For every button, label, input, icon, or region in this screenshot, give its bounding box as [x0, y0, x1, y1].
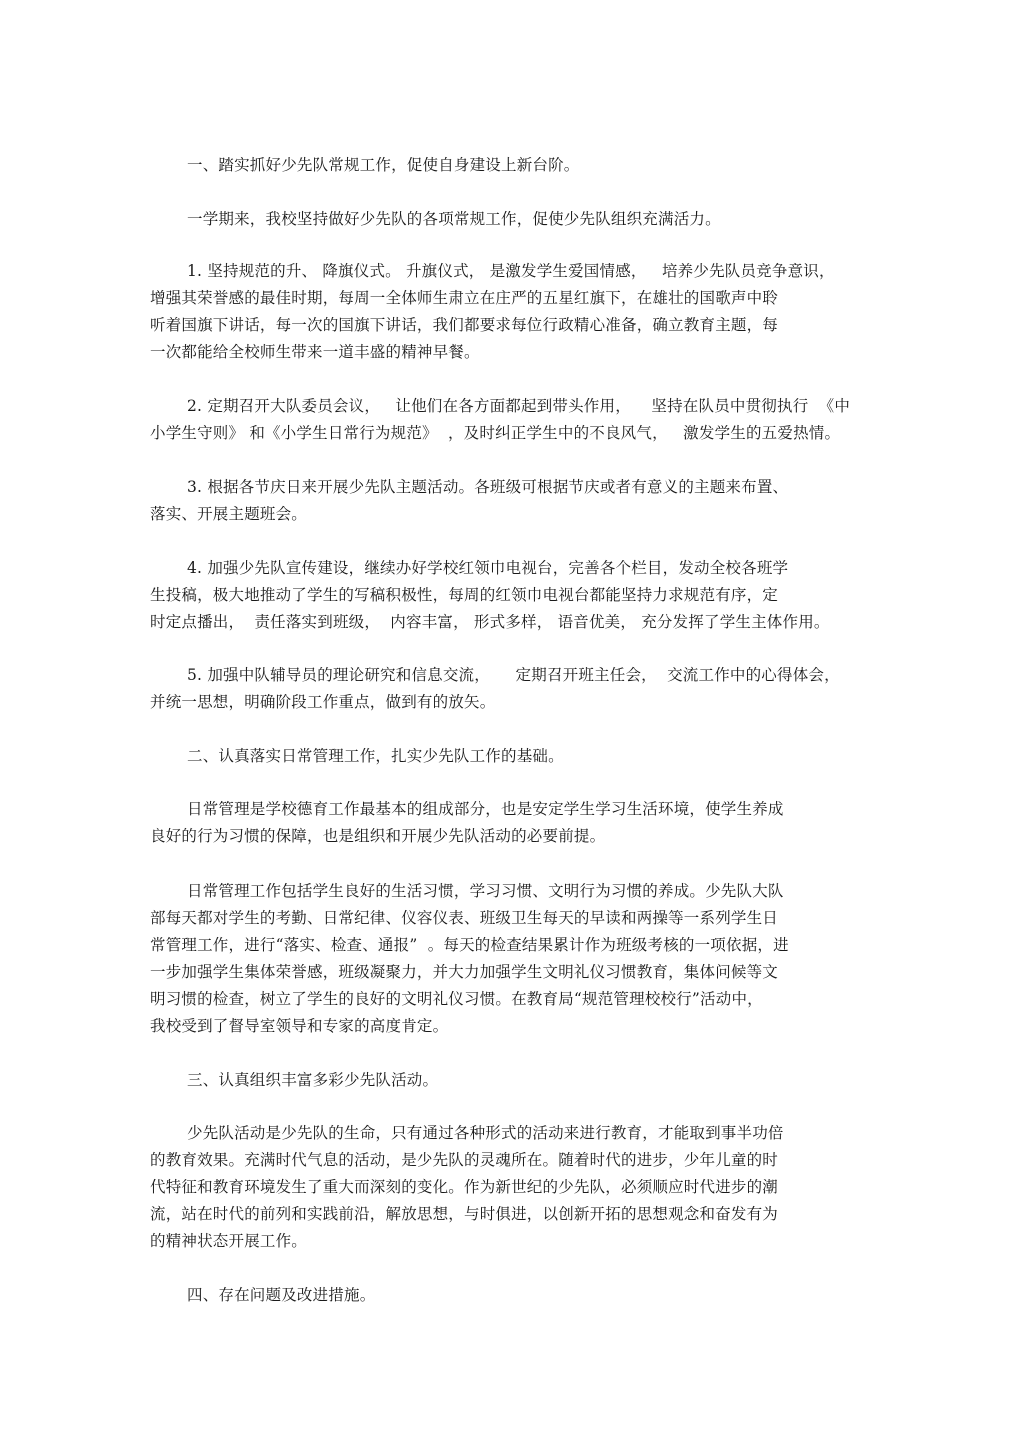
text-line: 二、认真落实日常管理工作，扎实少先队工作的基础。	[187, 747, 564, 765]
text-line: 流，站在时代的前列和实践前沿，解放思想，与时俱进，以创新开拓的思想观念和奋发有为	[150, 1205, 779, 1223]
section-heading-4	[150, 1282, 870, 1309]
text-line: 4. 加强少先队宣传建设，继续办好学校红领巾电视台，完善各个栏目，发动全校各班学	[187, 559, 789, 577]
text-line: 一次都能给全校师生带来一道丰盛的精神早餐。	[150, 343, 480, 361]
text-line: 生投稿，极大地推动了学生的写稿积极性，每周的红领巾电视台都能坚持力求规范有序，定	[150, 586, 779, 604]
text-line: 并统一思想，明确阶段工作重点，做到有的放矢。	[150, 693, 496, 711]
paragraph-activities	[150, 1120, 870, 1255]
section-heading-1	[150, 152, 870, 179]
text-line: 一学期来，我校坚持做好少先队的各项常规工作，促使少先队组织充满活力。	[187, 210, 721, 228]
text-line: 的教育效果。充满时代气息的活动，是少先队的灵魂所在。随着时代的进步，少年儿童的时	[150, 1151, 779, 1169]
list-item-4	[150, 555, 870, 636]
text-line: 我校受到了督导室领导和专家的高度肯定。	[150, 1017, 449, 1035]
text-line: 日常管理工作包括学生良好的生活习惯，学习习惯、文明行为习惯的养成。少先队大队	[187, 882, 784, 900]
list-item-3	[150, 474, 870, 528]
text-line: 部每天都对学生的考勤、日常纪律、仪容仪表、班级卫生每天的早读和两操等一系列学生日	[150, 909, 779, 927]
text-line: 的精神状态开展工作。	[150, 1232, 308, 1250]
text-line: 三、认真组织丰富多彩少先队活动。	[187, 1071, 439, 1089]
text-line: 3. 根据各节庆日来开展少先队主题活动。各班级可根据节庆或者有意义的主题来布置、	[187, 478, 789, 496]
text-line: 一步加强学生集体荣誉感，班级凝聚力，并大力加强学生文明礼仪习惯教育，集体问候等文	[150, 963, 779, 981]
section-heading-3	[150, 1067, 870, 1094]
paragraph-intro	[150, 206, 870, 233]
text-line: 听着国旗下讲话，每一次的国旗下讲话，我们都要求每位行政精心准备，确立教育主题，每	[150, 316, 779, 334]
text-line: 日常管理是学校德育工作最基本的组成部分，也是安定学生学习生活环境，使学生养成	[187, 800, 784, 818]
text-line: 时定点播出， 责任落实到班级， 内容丰富， 形式多样， 语音优美， 充分发挥了学生主体作用。	[150, 613, 830, 631]
text-line: 1. 坚持规范的升、 降旗仪式。 升旗仪式， 是激发学生爱国情感， 培养少先队员竞争意识，	[187, 262, 835, 280]
text-line: 明习惯的检查，树立了学生的良好的文明礼仪习惯。在教育局“规范管理校校行”活动中，	[150, 990, 763, 1008]
text-line: 5. 加强中队辅导员的理论研究和信息交流， 定期召开班主任会， 交流工作中的心得体会，	[187, 666, 840, 684]
section-heading-2	[150, 743, 870, 770]
paragraph-daily-habits	[150, 878, 870, 1040]
list-item-1	[150, 258, 870, 366]
text-line: 落实、开展主题班会。	[150, 505, 308, 523]
paragraph-daily-management	[150, 796, 870, 850]
text-line: 良好的行为习惯的保障，也是组织和开展少先队活动的必要前提。	[150, 827, 606, 845]
text-line: 2. 定期召开大队委员会议， 让他们在各方面都起到带头作用， 坚持在队员中贯彻执行 《中	[187, 397, 851, 415]
text-line: 小学生守则》 和《小学生日常行为规范》 ，及时纠正学生中的不良风气， 激发学生的五爱热情。	[150, 424, 841, 442]
text-line: 四、存在问题及改进措施。	[187, 1286, 376, 1304]
list-item-5	[150, 662, 870, 716]
text-line: 常管理工作，进行“落实、检查、通报” 。每天的检查结果累计作为班级考核的一项依据，进	[150, 936, 789, 954]
text-line: 代特征和教育环境发生了重大而深刻的变化。作为新世纪的少先队，必须顺应时代进步的潮	[150, 1178, 779, 1196]
list-item-2	[150, 393, 870, 447]
text-line: 少先队活动是少先队的生命，只有通过各种形式的活动来进行教育，才能取到事半功倍	[187, 1124, 784, 1142]
text-line: 增强其荣誉感的最佳时期，每周一全体师生肃立在庄严的五星红旗下，在雄壮的国歌声中聆	[150, 289, 779, 307]
text-line: 一、踏实抓好少先队常规工作，促使自身建设上新台阶。	[187, 156, 580, 174]
